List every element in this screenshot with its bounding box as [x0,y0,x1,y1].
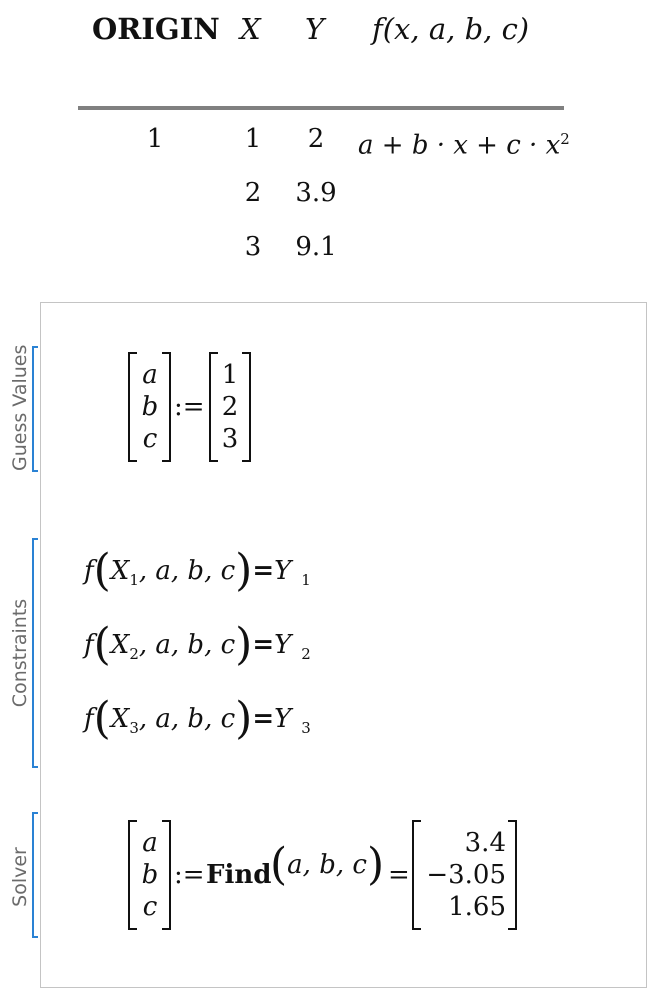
constraint-1-y: Y [274,556,292,586]
solver-assign-operator: := [174,860,205,890]
f-definition-body: a + b · x + c · x [358,130,561,161]
find-open-paren: ( [270,839,288,890]
solver-vars-left-bracket [128,820,137,930]
origin-header: ORIGIN [92,12,220,46]
guess-vars-right-bracket [162,352,171,462]
constraint-2-args: , a, b, c [138,630,236,660]
constraint-1-x: X [110,556,130,586]
f-definition [358,124,570,161]
constraints-bracket[interactable] [32,538,38,768]
constraint-2-x: X [110,630,130,660]
x-cell-1: 1 [244,124,262,154]
constraint-1-x-subscript: 1 [129,571,139,590]
solver-var-b: b [141,860,159,890]
constraint-2-equals: = [252,630,275,660]
solver-var-a: a [142,828,158,858]
guess-assign-operator: := [174,392,205,422]
constraint-1-function: f [84,556,94,586]
constraint-2-close-paren: ) [235,619,253,670]
constraint-1-open-paren: ( [93,545,111,596]
constraint-row-3[interactable] [84,693,311,744]
result-a: 3.4 [464,828,506,858]
constraint-2-function: f [84,630,94,660]
constraints-label: Constraints [9,598,31,708]
find-function: Find [206,860,272,890]
guess-var-c: c [142,424,158,454]
constraint-row-1[interactable] [84,545,311,596]
guess-values-left-bracket [209,352,218,462]
constraint-3-x-subscript: 3 [129,719,139,738]
find-args: a, b, c [287,850,367,880]
guess-vars-left-bracket [128,352,137,462]
result-right-bracket [508,820,517,930]
origin-value: 1 [146,124,164,154]
x-cell-2: 2 [244,178,262,208]
constraint-3-args: , a, b, c [138,704,236,734]
constraint-2-y-subscript: 2 [301,645,311,664]
y-cell-1: 2 [307,124,325,154]
result-b: −3.05 [426,860,506,890]
find-close-paren: ) [366,839,385,890]
x-cell-3: 3 [244,232,262,262]
guess-values-label: Guess Values [9,344,31,471]
constraint-3-close-paren: ) [235,693,253,744]
guess-value-3: 3 [221,424,239,454]
constraint-3-equals: = [252,704,275,734]
constraint-3-open-paren: ( [93,693,111,744]
solver-var-c: c [142,892,158,922]
y-column-header: Y [305,12,325,46]
constraint-2-y: Y [274,630,292,660]
constraint-3-x: X [110,704,130,734]
guess-value-2: 2 [221,392,239,422]
table-header-rule [78,106,564,110]
guess-var-b: b [141,392,159,422]
constraint-3-function: f [84,704,94,734]
solver-bracket[interactable] [32,812,38,938]
y-cell-2: 3.9 [295,178,337,208]
solver-equals: = [388,860,410,890]
solver-vars-right-bracket [162,820,171,930]
constraint-3-y: Y [274,704,292,734]
y-cell-3: 9.1 [295,232,337,262]
find-arguments [270,839,385,890]
result-c: 1.65 [448,892,506,922]
constraint-3-y-subscript: 3 [301,719,311,738]
f-definition-exponent: 2 [560,130,570,148]
x-column-header: X [240,12,261,46]
constraint-1-equals: = [252,556,275,586]
constraint-1-args: , a, b, c [138,556,236,586]
constraint-2-x-subscript: 2 [129,645,139,664]
constraint-row-2[interactable] [84,619,311,670]
guess-value-1: 1 [221,360,239,390]
constraint-2-open-paren: ( [93,619,111,670]
guess-values-right-bracket [242,352,251,462]
solver-label: Solver [9,847,31,907]
f-column-header: f(x, a, b, c) [372,12,530,46]
constraint-1-y-subscript: 1 [301,571,311,590]
constraint-1-close-paren: ) [235,545,253,596]
guess-var-a: a [142,360,158,390]
guess-values-bracket[interactable] [32,346,38,472]
